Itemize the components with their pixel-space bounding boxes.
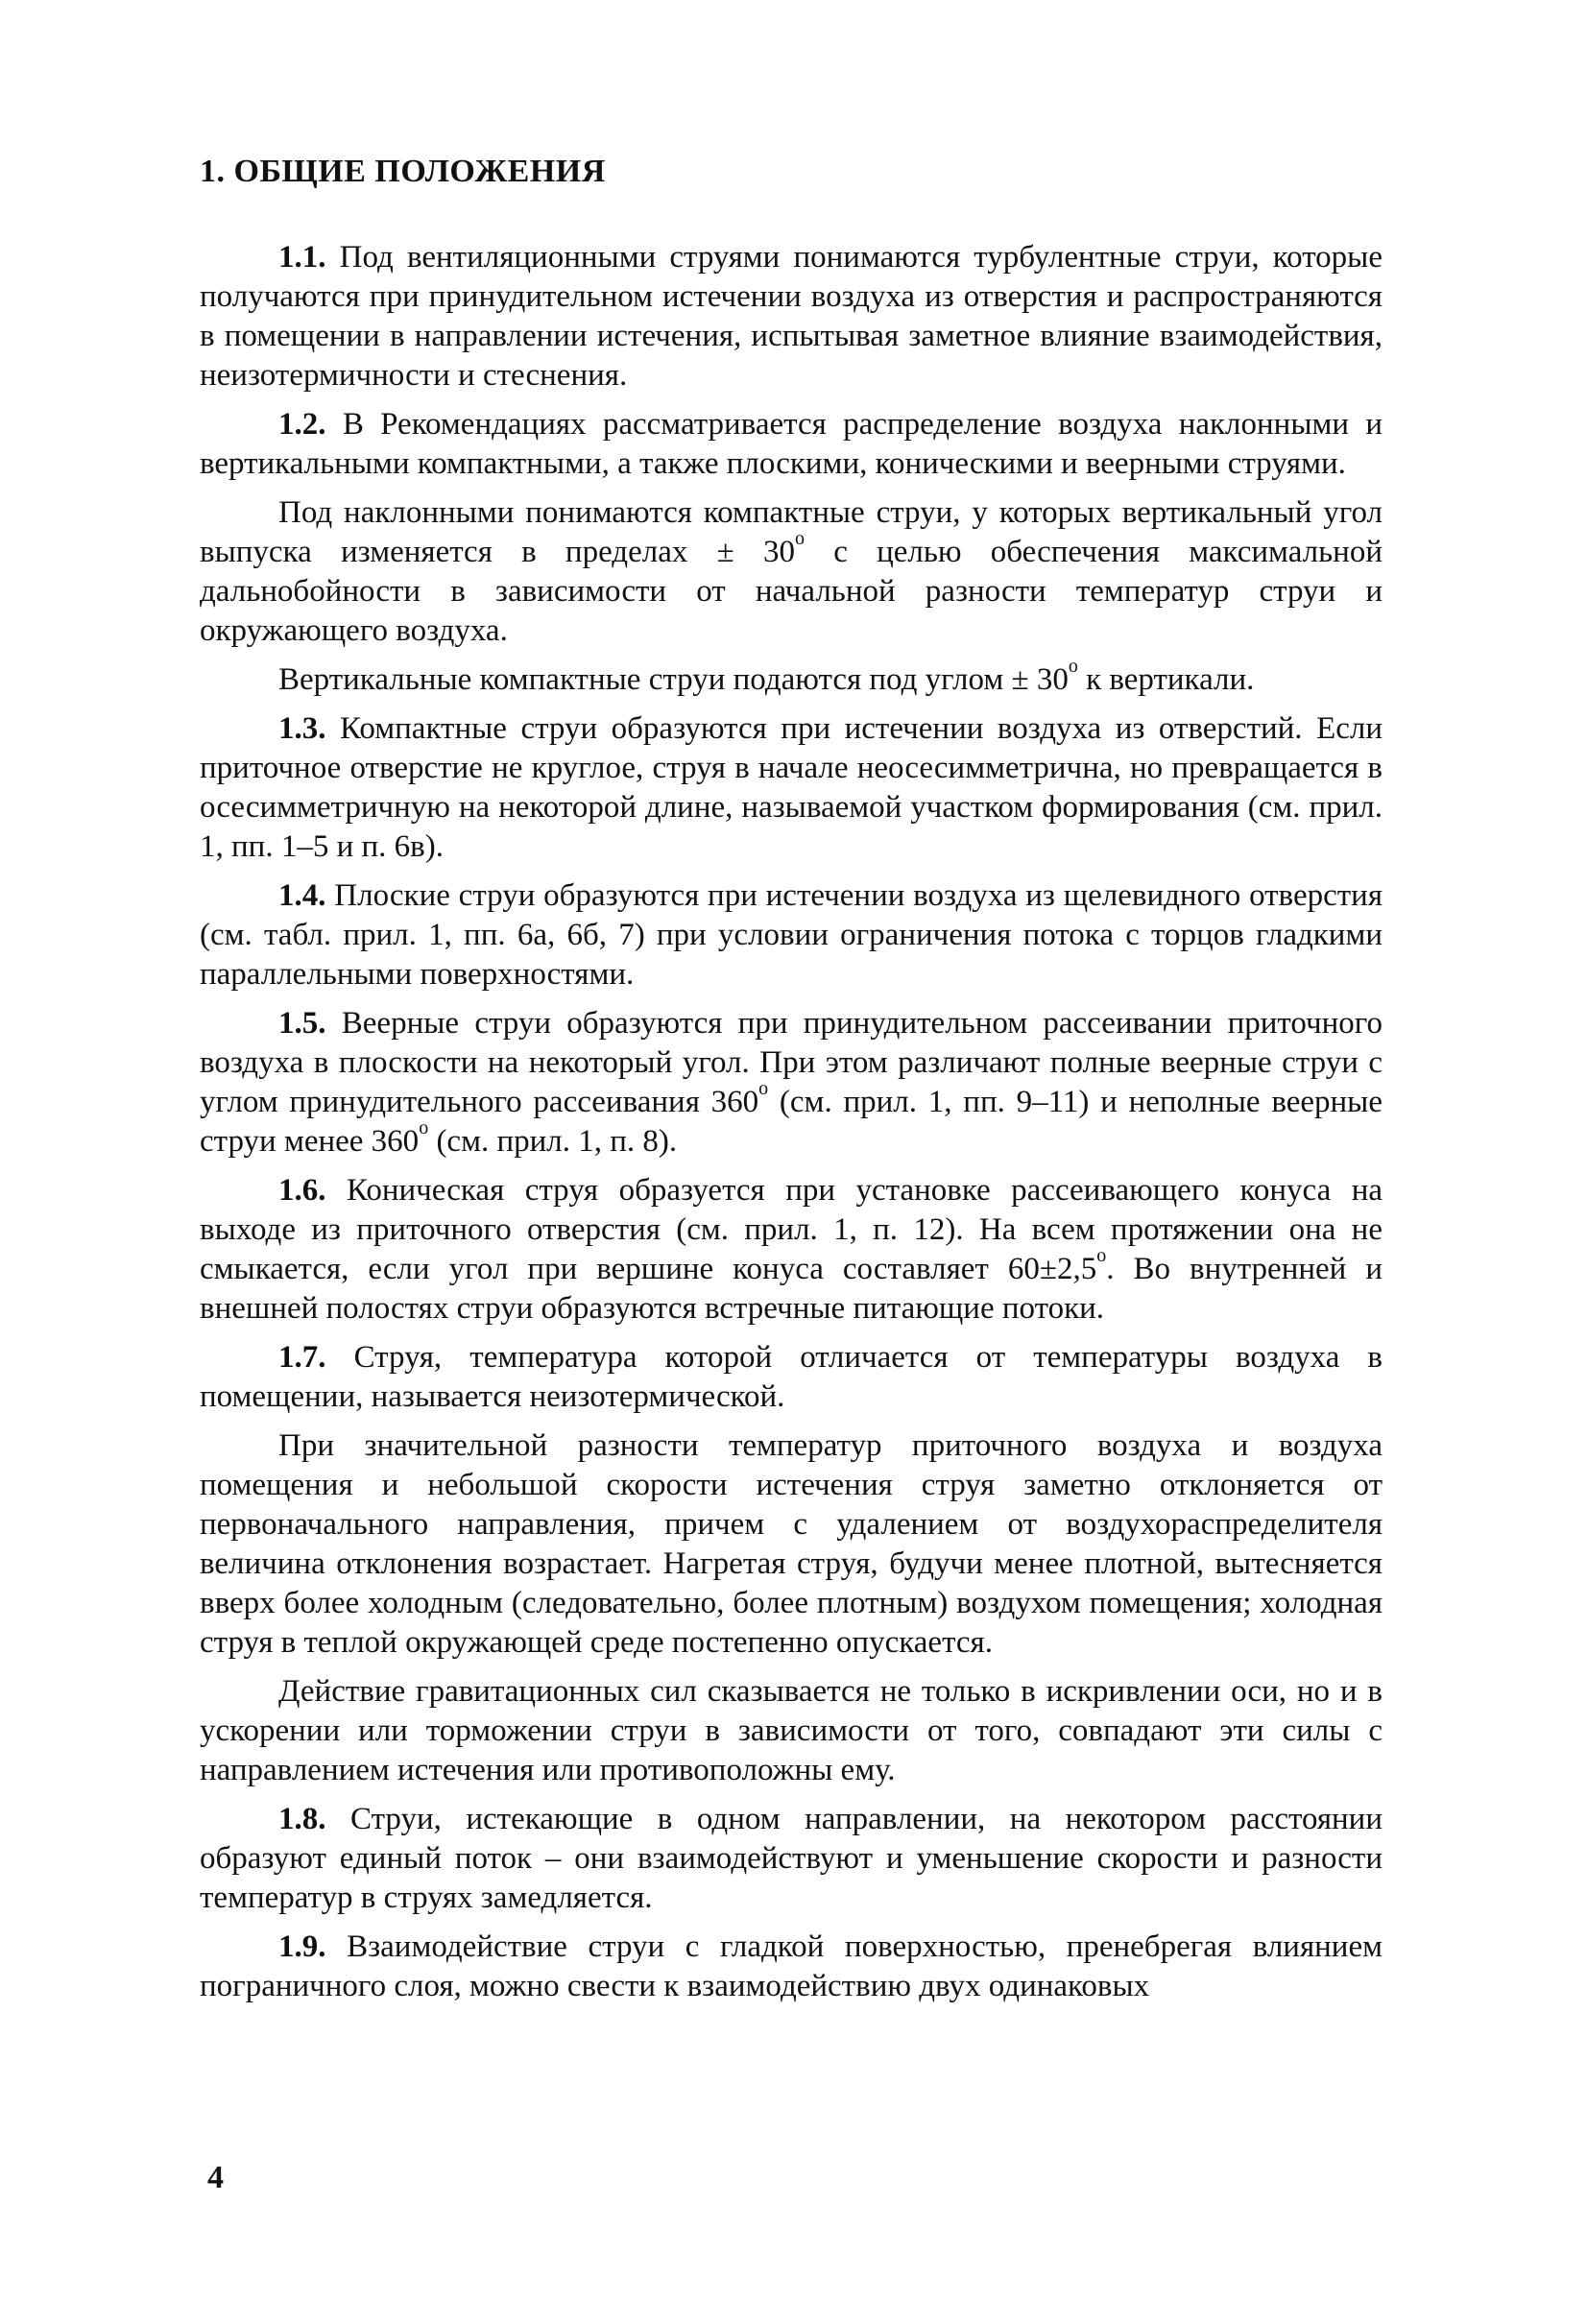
paragraph-1-8: [200, 1800, 1383, 1918]
clause-number: 1.3.: [278, 711, 326, 746]
degree-sign: о: [1096, 1245, 1107, 1266]
paragraph-vertical-jets: [200, 656, 1383, 700]
clause-number: 1.1.: [278, 240, 326, 275]
paragraph-text: Действие гравитационных сил сказывается не только в искривлении оси, но и в ускорении или торможении струи в зависимости от того, совпадают эти силы с направлением истечения или противоположны ему.: [200, 1674, 1383, 1787]
degree-sign: о: [419, 1117, 429, 1138]
paragraph-text: Вертикальные компактные струи подаются под углом ± 30: [278, 662, 1069, 697]
degree-sign: о: [1068, 656, 1078, 677]
paragraph-text: (см. прил. 1, пп. 9–11) и неполные веерные струи менее 360: [200, 1085, 1383, 1159]
paragraph-text: . Во внутренней и внешней полостях струи образуются встречные питающие потоки.: [200, 1252, 1383, 1326]
paragraph-text: В Рекомендациях рассматривается распределение воздуха наклонными и вертикальными компактными, а также плоскими, коническими и веерными струями.: [200, 407, 1383, 481]
page-number: 4: [207, 2160, 224, 2195]
paragraph-text: Плоские струи образуются при истечении воздуха из щелевидного отверстия (см. табл. прил. 1, пп. 6а, 6б, 7) при условии ограничения потока с торцов гладкими параллельными поверхностями.: [200, 878, 1383, 992]
paragraph-1-4: [200, 876, 1383, 994]
document-page: [200, 154, 1383, 2016]
paragraph-1-7: [200, 1338, 1383, 1417]
paragraph-text: Струя, температура которой отличается от температуры воздуха в помещении, называется неизотермической.: [200, 1340, 1383, 1414]
clause-number: 1.9.: [278, 1929, 326, 1964]
paragraph-1-9: [200, 1928, 1383, 2006]
paragraph-1-5: [200, 1004, 1383, 1162]
paragraph-text: (см. прил. 1, п. 8).: [428, 1124, 678, 1159]
clause-number: 1.5.: [278, 1006, 326, 1041]
paragraph-1-1: [200, 238, 1383, 395]
paragraph-text: Струи, истекающие в одном направлении, на некотором расстоянии образуют единый поток – они взаимодействуют и уменьшение скорости и разности температур в струях замедляется.: [200, 1802, 1383, 1915]
degree-sign: о: [758, 1078, 769, 1099]
paragraph-text: Под наклонными понимаются компактные струи, у которых вертикальный угол выпуска изменяется в пределах ± 30: [200, 495, 1383, 569]
degree-sign: о: [794, 528, 805, 549]
paragraph-gravitational-forces: [200, 1672, 1383, 1790]
paragraph-text: Взаимодействие струи с гладкой поверхностью, пренебрегая влиянием пограничного слоя, можно свести к взаимодействию двух одинаковых: [200, 1929, 1383, 2003]
paragraph-1-6: [200, 1171, 1383, 1329]
clause-number: 1.7.: [278, 1340, 326, 1375]
paragraph-inclined-jets: [200, 493, 1383, 651]
paragraph-text: Компактные струи образуются при истечении воздуха из отверстий. Если приточное отверстие не круглое, струя в начале неосесимметрична, но превращается в осесимметричную на некоторой длине, называемой участком формирования (см. прил. 1, пп. 1–5 и п. 6в).: [200, 711, 1383, 864]
paragraph-1-3: [200, 709, 1383, 867]
paragraph-text: Под вентиляционными струями понимаются турбулентные струи, которые получаются при принудительном истечении воздуха из отверстия и распространяются в помещении в направлении истечения, испытывая заметное влияние взаимодействия, неизотермичности и стеснения.: [200, 240, 1383, 393]
paragraph-text: При значительной разности температур приточного воздуха и воздуха помещения и небольшой скорости истечения струя заметно отклоняется от первоначального направления, причем с удалением от воздухораспределителя величина отклонения возрастает. Нагретая струя, будучи менее плотной, вытесняется вверх более холодным (следовательно, более плотным) воздухом помещения; холодная струя в теплой окружающей среде постепенно опускается.: [200, 1428, 1383, 1660]
clause-number: 1.4.: [278, 878, 326, 913]
paragraph-1-2: [200, 405, 1383, 484]
clause-number: 1.8.: [278, 1802, 326, 1836]
paragraph-text: Веерные струи образуются при принудительном рассеивании приточного воздуха в плоскости на некоторый угол. При этом различают полные веерные струи с углом принудительного рассеивания 360: [200, 1006, 1383, 1119]
clause-number: 1.2.: [278, 407, 326, 442]
paragraph-text: Коническая струя образуется при установке рассеивающего конуса на выходе из приточного отверстия (см. прил. 1, п. 12). На всем протяжении она не смыкается, если угол при вершине конуса составляет 60±2,5: [200, 1173, 1383, 1286]
paragraph-text: к вертикали.: [1077, 662, 1255, 697]
paragraph-temperature-difference: [200, 1426, 1383, 1663]
clause-number: 1.6.: [278, 1173, 326, 1208]
section-heading: 1. ОБЩИЕ ПОЛОЖЕНИЯ: [200, 154, 606, 189]
paragraph-text: с целью обеспечения максимальной дальнобойности в зависимости от начальной разности температур струи и окружающего воздуха.: [200, 535, 1383, 648]
